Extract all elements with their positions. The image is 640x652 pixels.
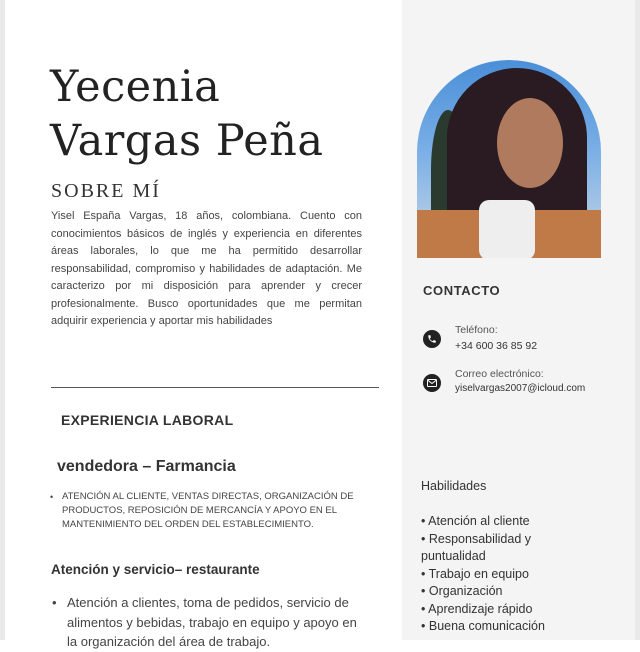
envelope-icon-glyph (427, 379, 437, 387)
about-title: SOBRE MÍ (51, 180, 161, 202)
photo-face (497, 98, 563, 188)
skills-list (421, 513, 561, 636)
profile-photo (417, 60, 601, 258)
page-edge-right (635, 0, 640, 640)
about-text: Yisel España Vargas, 18 años, colombiana. Cuento con conocimientos básicos de inglés y experiencia en diferentes áreas laborales, lo que me ha permitido desarrollar responsabilidad, compromiso y habilidades de adaptación. Me caracterizo por mi disposición para aprender y crecer profesionalmente. Busco oportunidades que me permitan adquirir experiencia y aportar mis habilidades (51, 210, 362, 327)
phone-icon (423, 330, 441, 348)
job-duties-restaurant (50, 593, 365, 652)
phone-icon-glyph (427, 334, 437, 344)
envelope-icon (423, 374, 441, 392)
job-duty: • ATENCIÓN AL CLIENTE, VENTAS DIRECTAS, ORGANIZACIÓN DE PRODUCTOS, REPOSICIÓN DE MERCANCÍA Y APOYO EN EL MANTENIMIENTO DEL ORDEN DEL ESTABLECIMIENTO. (50, 490, 360, 532)
skills-title: Habilidades (421, 479, 487, 493)
job-title-restaurant: Atención y servicio– restaurante (51, 562, 260, 577)
skill-item: • Aprendizaje rápido (421, 601, 561, 619)
skill-item: • Responsabilidad y puntualidad (421, 531, 561, 566)
phone-label: Teléfono: (455, 324, 498, 336)
email-address: yiselvargas2007@icloud.com (455, 383, 586, 394)
section-divider (51, 387, 379, 388)
skill-item: • Buena comunicación (421, 618, 561, 636)
job-duty: • Atención a clientes, toma de pedidos, servicio de alimentos y bebidas, trabajo en equipo y apoyo en la organización del área de trabajo. (50, 593, 365, 652)
candidate-name (50, 60, 323, 168)
experience-title: EXPERIENCIA LABORAL (61, 412, 234, 428)
contact-title: CONTACTO (423, 283, 501, 298)
photo-collar (479, 200, 535, 258)
job-title-pharmacy: vendedora – Farmancia (57, 458, 236, 475)
name-line-2: Vargas Peña (50, 116, 324, 166)
skill-item: • Organización (421, 583, 561, 601)
name-line-1: Yecenia (50, 62, 221, 112)
phone-number: +34 600 36 85 92 (455, 340, 538, 352)
skill-item: • Atención al cliente (421, 513, 561, 531)
job-duties-pharmacy (50, 490, 360, 532)
skill-item: • Trabajo en equipo (421, 566, 561, 584)
email-label: Correo electrónico: (455, 368, 544, 380)
page-edge-left (0, 0, 5, 640)
